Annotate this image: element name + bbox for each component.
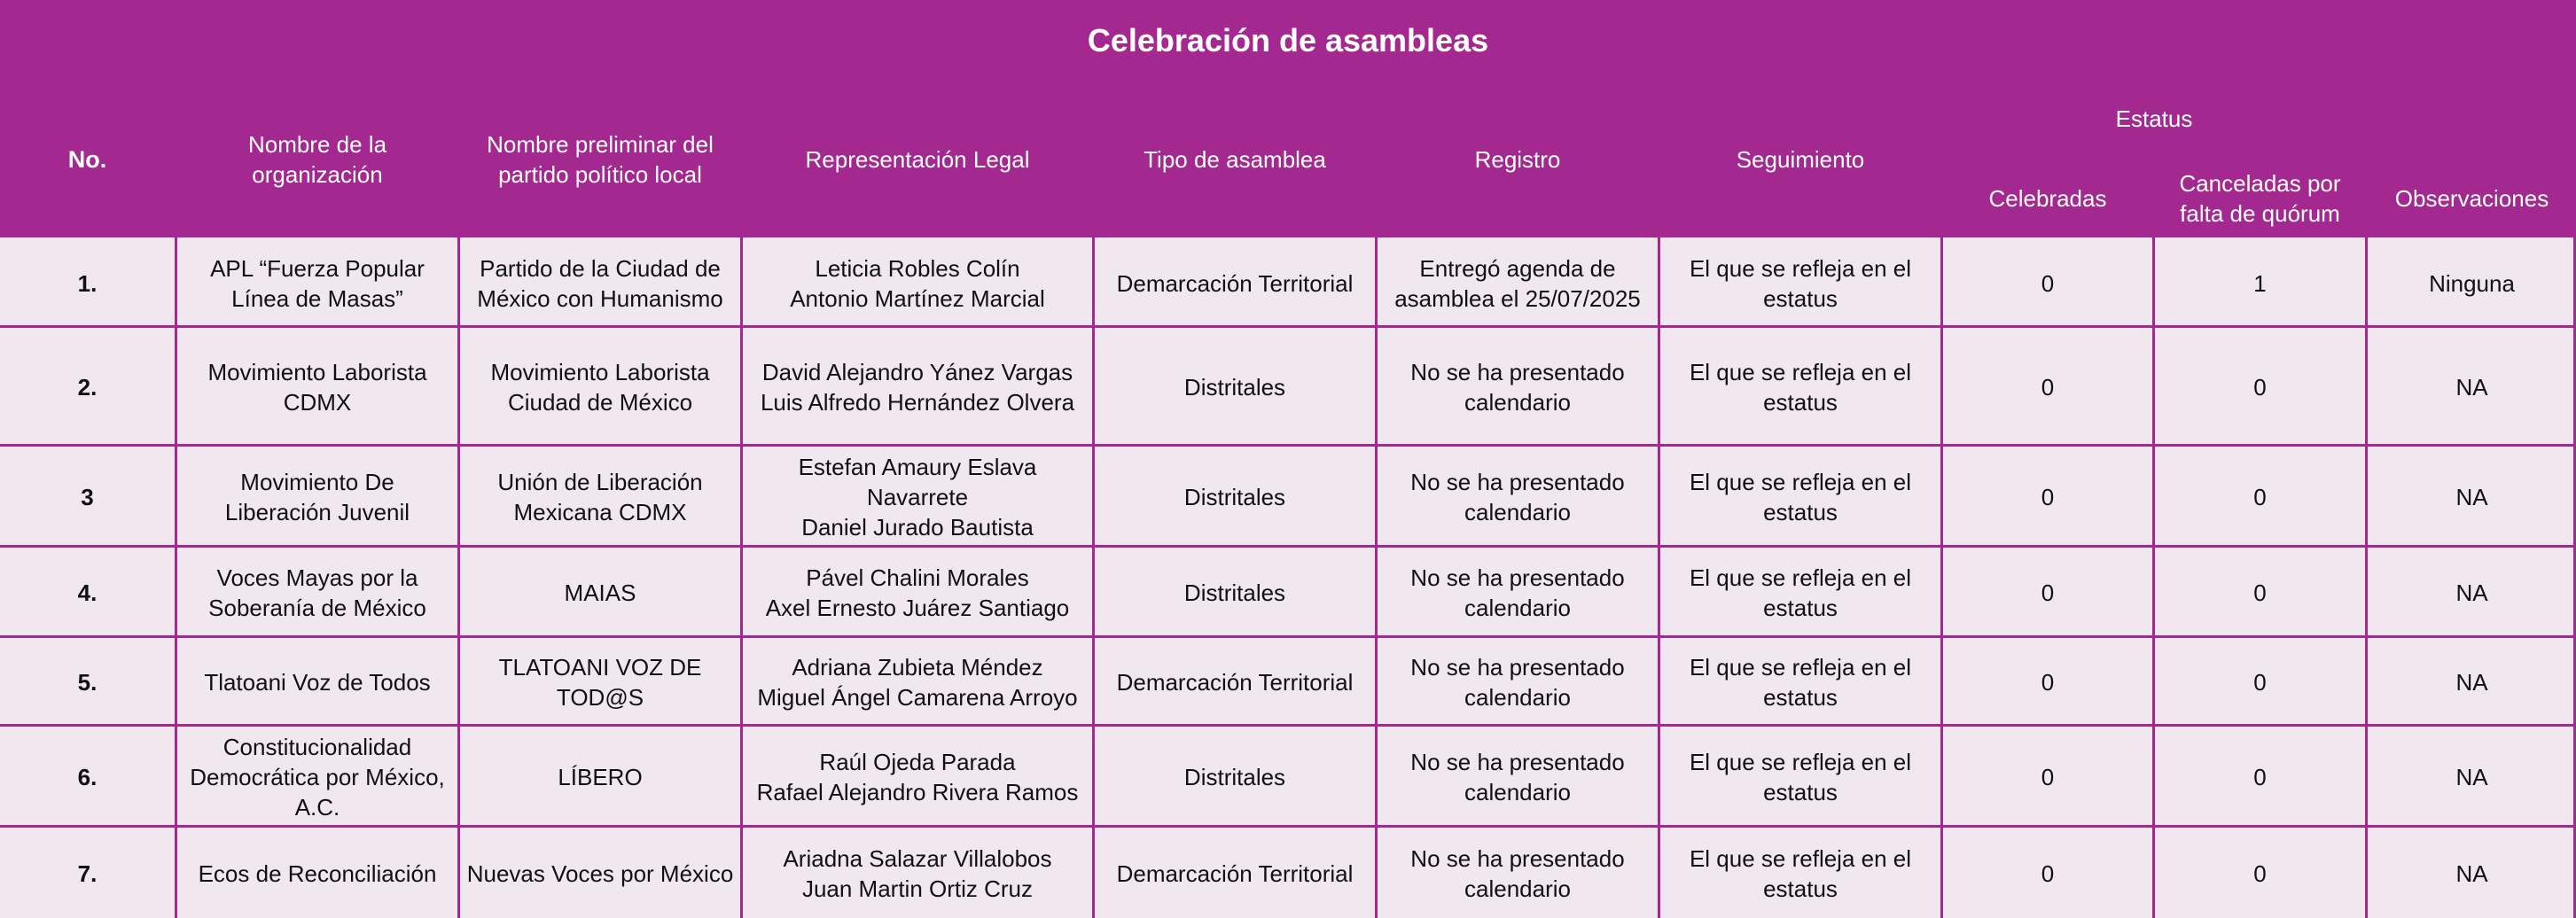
cell-observaciones: Ninguna xyxy=(2429,269,2515,297)
header-tipo: Tipo de asamblea xyxy=(1144,146,1326,173)
cell-no: 2. xyxy=(77,373,98,401)
cell-tipo: Distritales xyxy=(1183,763,1286,790)
cell-nombre-partido: Movimiento Laborista Ciudad de México xyxy=(490,358,710,416)
header-representacion: Representación Legal xyxy=(805,146,1030,173)
cell-tipo: Demarcación Territorial xyxy=(1116,269,1354,297)
cell-representacion: Leticia Robles Colín Antonio Martínez Marcial xyxy=(790,254,1045,312)
cell-canceladas: 0 xyxy=(2253,763,2267,790)
cell-celebradas: 0 xyxy=(2041,269,2055,297)
cell-tipo: Demarcación Territorial xyxy=(1116,668,1354,696)
column-divider xyxy=(175,237,177,918)
cell-observaciones: NA xyxy=(2455,860,2488,887)
cell-nombre-partido: Nuevas Voces por México xyxy=(466,860,734,887)
cell-celebradas: 0 xyxy=(2041,579,2055,606)
cell-registro: Entregó agenda de asamblea el 25/07/2025 xyxy=(1394,254,1641,312)
cell-registro: No se ha presentado calendario xyxy=(1410,358,1625,416)
cell-seguimiento: El que se refleja en el estatus xyxy=(1689,653,1912,711)
cell-nombre-partido: TLATOANI VOZ DE TOD@S xyxy=(498,653,702,711)
cell-organizacion: Constitucionalidad Democrática por México, A.C. xyxy=(190,733,445,821)
cell-nombre-partido: LÍBERO xyxy=(558,763,643,790)
cell-celebradas: 0 xyxy=(2041,860,2055,887)
cell-nombre-partido: MAIAS xyxy=(564,579,636,606)
cell-representacion: Ariadna Salazar Villalobos Juan Martin Ortiz Cruz xyxy=(783,844,1052,902)
cell-tipo: Distritales xyxy=(1183,373,1286,401)
header-seguimiento: Seguimiento xyxy=(1736,146,1865,173)
row-divider xyxy=(0,444,2576,447)
cell-seguimiento: El que se refleja en el estatus xyxy=(1689,468,1912,525)
cell-canceladas: 1 xyxy=(2253,269,2267,297)
cell-observaciones: NA xyxy=(2455,763,2488,790)
cell-no: 6. xyxy=(77,763,98,790)
cell-registro: No se ha presentado calendario xyxy=(1410,468,1625,525)
row-divider xyxy=(0,724,2576,727)
cell-organizacion: Movimiento De Liberación Juvenil xyxy=(224,468,410,525)
header-registro: Registro xyxy=(1474,146,1561,173)
cell-organizacion: APL “Fuerza Popular Línea de Masas” xyxy=(210,254,425,312)
cell-registro: No se ha presentado calendario xyxy=(1410,748,1625,805)
cell-representacion: Raúl Ojeda Parada Rafael Alejandro Rivera Ramos xyxy=(756,748,1079,805)
header-nombre-partido: Nombre preliminar del partido político local xyxy=(487,131,714,188)
cell-observaciones: NA xyxy=(2455,373,2488,401)
cell-no: 4. xyxy=(77,579,98,606)
cell-no: 3 xyxy=(81,483,94,510)
row-divider xyxy=(0,545,2576,548)
cell-celebradas: 0 xyxy=(2041,668,2055,696)
header-estatus: Estatus xyxy=(2115,105,2193,132)
column-divider xyxy=(2365,237,2368,918)
cell-no: 7. xyxy=(77,860,98,887)
cell-no: 5. xyxy=(77,668,98,696)
cell-representacion: Adriana Zubieta Méndez Miguel Ángel Camarena Arroyo xyxy=(757,653,1078,711)
row-divider xyxy=(0,825,2576,828)
cell-nombre-partido: Partido de la Ciudad de México con Humanismo xyxy=(477,254,723,312)
cell-representacion: Pável Chalini Morales Axel Ernesto Juárez Santiago xyxy=(765,564,1070,621)
cell-canceladas: 0 xyxy=(2253,483,2267,510)
cell-organizacion: Ecos de Reconciliación xyxy=(198,860,437,887)
header-no: No. xyxy=(67,146,107,173)
cell-no: 1. xyxy=(77,269,98,297)
column-divider xyxy=(1092,237,1095,918)
cell-tipo: Distritales xyxy=(1183,579,1286,606)
header-canceladas: Canceladas por falta de quórum xyxy=(2179,170,2341,227)
cell-observaciones: NA xyxy=(2455,668,2488,696)
cell-organizacion: Voces Mayas por la Soberanía de México xyxy=(208,564,426,621)
cell-celebradas: 0 xyxy=(2041,373,2055,401)
cell-registro: No se ha presentado calendario xyxy=(1410,564,1625,621)
cell-seguimiento: El que se refleja en el estatus xyxy=(1689,358,1912,416)
row-divider xyxy=(0,635,2576,638)
cell-organizacion: Movimiento Laborista CDMX xyxy=(207,358,427,416)
cell-representacion: David Alejandro Yánez Vargas Luis Alfredo Hernández Olvera xyxy=(760,358,1075,416)
cell-tipo: Demarcación Territorial xyxy=(1116,860,1354,887)
column-divider xyxy=(2152,237,2155,918)
column-divider xyxy=(1658,237,1660,918)
cell-seguimiento: El que se refleja en el estatus xyxy=(1689,254,1912,312)
header-celebradas: Celebradas xyxy=(1988,185,2107,212)
cell-canceladas: 0 xyxy=(2253,668,2267,696)
row-divider xyxy=(0,325,2576,328)
cell-registro: No se ha presentado calendario xyxy=(1410,844,1625,902)
cell-canceladas: 0 xyxy=(2253,860,2267,887)
table-title: Celebración de asambleas xyxy=(1087,22,1489,58)
cell-celebradas: 0 xyxy=(2041,763,2055,790)
header-organizacion: Nombre de la organización xyxy=(247,131,387,188)
header-observaciones: Observaciones xyxy=(2394,185,2549,212)
cell-registro: No se ha presentado calendario xyxy=(1410,653,1625,711)
cell-canceladas: 0 xyxy=(2253,373,2267,401)
cell-seguimiento: El que se refleja en el estatus xyxy=(1689,748,1912,805)
cell-seguimiento: El que se refleja en el estatus xyxy=(1689,564,1912,621)
cell-nombre-partido: Unión de Liberación Mexicana CDMX xyxy=(497,468,703,525)
column-divider xyxy=(740,237,743,918)
cell-celebradas: 0 xyxy=(2041,483,2055,510)
cell-observaciones: NA xyxy=(2455,579,2488,606)
column-divider xyxy=(1940,237,1943,918)
cell-seguimiento: El que se refleja en el estatus xyxy=(1689,844,1912,902)
cell-tipo: Distritales xyxy=(1183,483,1286,510)
cell-representacion: Estefan Amaury Eslava Navarrete Daniel Jurado Bautista xyxy=(798,453,1037,541)
cell-observaciones: NA xyxy=(2455,483,2488,510)
cell-canceladas: 0 xyxy=(2253,579,2267,606)
column-divider xyxy=(1375,237,1378,918)
column-divider xyxy=(457,237,460,918)
cell-organizacion: Tlatoani Voz de Todos xyxy=(204,668,431,696)
